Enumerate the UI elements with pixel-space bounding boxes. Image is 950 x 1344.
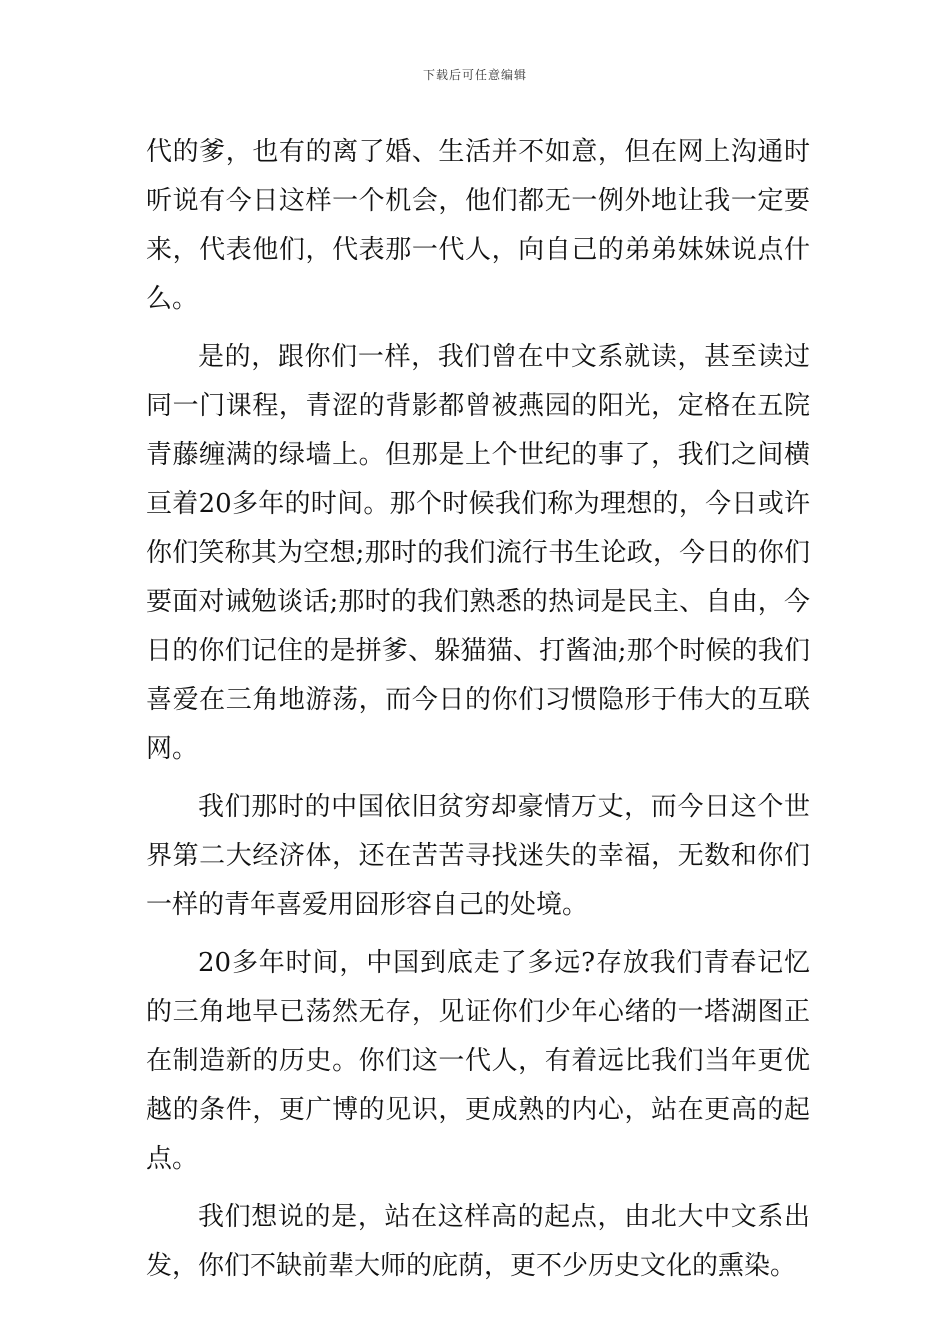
paragraph: 我们那时的中国依旧贫穷却豪情万丈，而今日这个世界第二大经济体，还在苦苦寻找迷失的幸福，无数和你们一样的青年喜爱用囧形容自己的处境。 — [146, 792, 810, 920]
paragraph: 20多年时间，中国到底走了多远?存放我们青春记忆的三角地早已荡然无存，见证你们少年心绪的一塔湖图正在制造新的历史。你们这一代人，有着远比我们当年更优越的条件，更广博的见识，更成熟的内心，站在更高的起点。 — [146, 948, 810, 1174]
paragraph: 是的，跟你们一样，我们曾在中文系就读，甚至读过同一门课程，青涩的背影都曾被燕园的阳光，定格在五院青藤缠满的绿墙上。但那是上个世纪的事了，我们之间横亘着20多年的时间。那个时候我们称为理想的，今日或许你们笑称其为空想;那时的我们流行书生论政，今日的你们要面对诫勉谈话;那时的我们熟悉的热词是民主、自由，今日的你们记住的是拼爹、躲猫猫、打酱油;那个时候的我们喜爱在三角地游荡，而今日的你们习惯隐形于伟大的互联网。 — [146, 342, 810, 764]
paragraph: 我们想说的是，站在这样高的起点，由北大中文系出发，你们不缺前辈大师的庇荫，更不少历史文化的熏染。 — [146, 1202, 810, 1281]
document-body — [146, 128, 810, 1291]
page-header: 下载后可任意编辑 — [422, 68, 527, 82]
paragraph-continued: 代的爹，也有的离了婚、生活并不如意，但在网上沟通时听说有今日这样一个机会，他们都无一例外地让我一定要来，代表他们，代表那一代人，向自己的弟弟妹妹说点什么。 — [146, 137, 810, 314]
